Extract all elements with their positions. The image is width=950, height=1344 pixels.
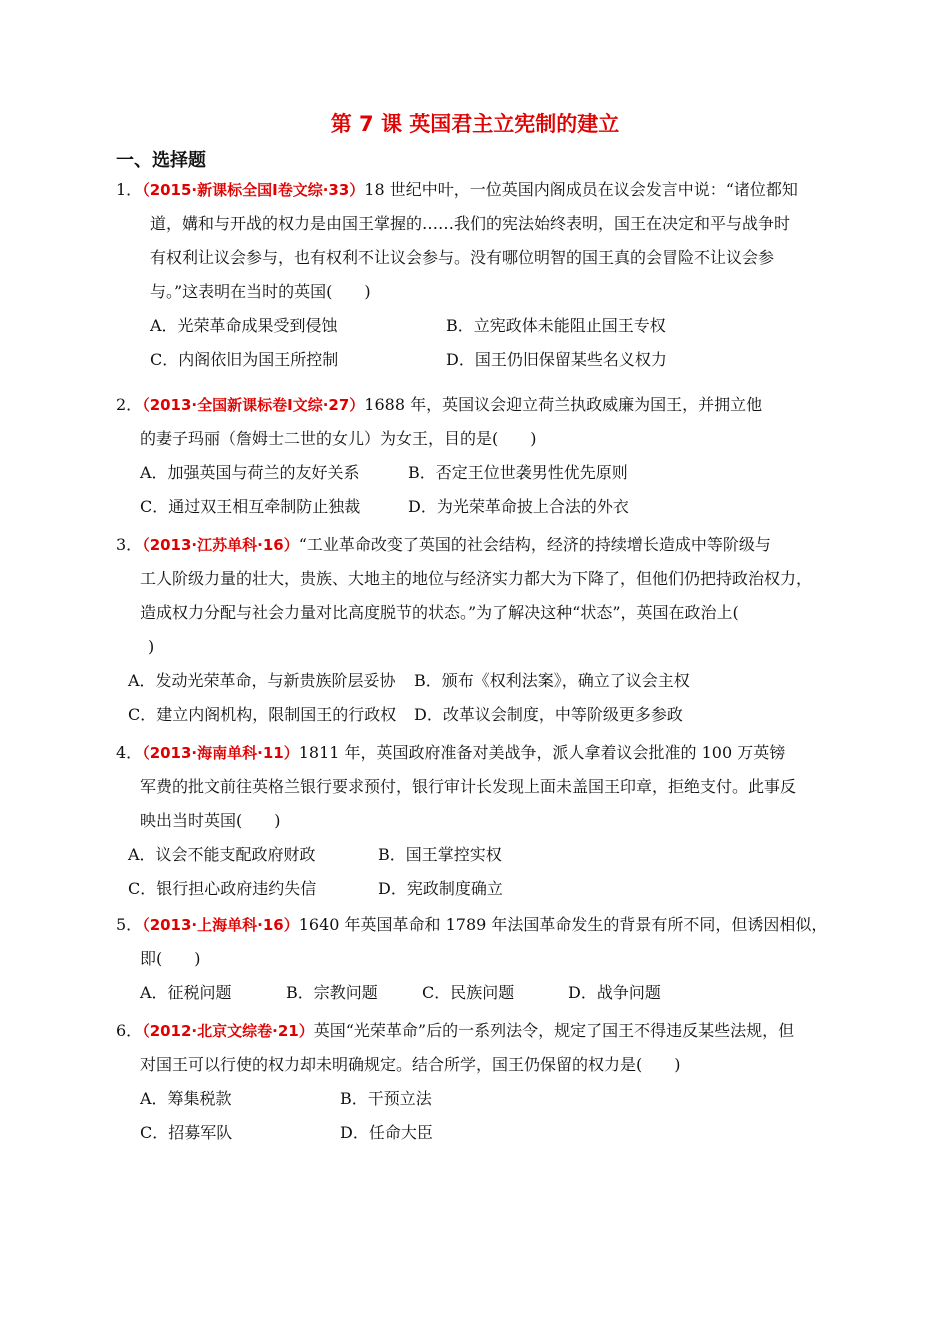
question-text: 与。”这表明在当时的英国( ) bbox=[150, 282, 371, 301]
option-d[interactable]: D．战争问题 bbox=[568, 983, 661, 1002]
question-number: 6． bbox=[116, 1021, 143, 1040]
option-c[interactable]: C．内阁依旧为国王所控制 bbox=[150, 350, 339, 369]
option-c[interactable]: C．建立内阁机构，限制国王的行政权 bbox=[128, 705, 397, 724]
question-text: 有权利让议会参与，也有权利不让议会参与。没有哪位明智的国王真的会冒险不让议会参 bbox=[150, 248, 775, 267]
option-b[interactable]: B．宗教问题 bbox=[286, 983, 378, 1002]
option-d[interactable]: D．宪政制度确立 bbox=[378, 879, 503, 898]
question-source: （2013·全国新课标卷Ⅰ文综·27） bbox=[142, 396, 365, 414]
question-text: 1640 年英国革命和 1789 年法国革命发生的背景有所不同，但诱因相似， bbox=[298, 915, 828, 934]
question-source: （2015·新课标全国Ⅰ卷文综·33） bbox=[142, 181, 365, 199]
question-text: “工业革命改变了英国的社会结构，经济的持续增长造成中等阶级与 bbox=[298, 535, 771, 554]
question-6 bbox=[116, 1014, 830, 1150]
option-d[interactable]: D．为光荣革命披上合法的外衣 bbox=[408, 497, 629, 516]
question-text: 军费的批文前往英格兰银行要求预付，银行审计长发现上面未盖国王印章，拒绝支付。此事反 bbox=[140, 777, 797, 796]
option-d[interactable]: D．任命大臣 bbox=[340, 1123, 433, 1142]
question-text: 1688 年，英国议会迎立荷兰执政威廉为国王，并拥立他 bbox=[364, 395, 763, 414]
section-heading: 一、选择题 bbox=[116, 150, 206, 171]
option-a[interactable]: A．发动光荣革命，与新贵族阶层妥协 bbox=[128, 671, 396, 690]
question-source: （2013·江苏单科·16） bbox=[142, 536, 299, 554]
question-text: 的妻子玛丽（詹姆士二世的女儿）为女王，目的是( ) bbox=[140, 429, 537, 448]
option-b[interactable]: B．立宪政体未能阻止国王专权 bbox=[446, 316, 666, 335]
question-text: 对国王可以行使的权力却未明确规定。结合所学，国王仍保留的权力是( ) bbox=[140, 1055, 681, 1074]
question-number: 1． bbox=[116, 180, 143, 199]
option-d[interactable]: D．国王仍旧保留某些名义权力 bbox=[446, 350, 667, 369]
option-c[interactable]: C．招募军队 bbox=[140, 1123, 233, 1142]
option-c[interactable]: C．民族问题 bbox=[422, 983, 515, 1002]
question-source: （2012·北京文综卷·21） bbox=[142, 1022, 314, 1040]
question-source: （2013·上海单科·16） bbox=[142, 916, 299, 934]
question-text: 1811 年，英国政府准备对美战争，派人拿着议会批准的 100 万英镑 bbox=[298, 743, 786, 762]
option-c[interactable]: C．通过双王相互牵制防止独裁 bbox=[140, 497, 361, 516]
question-number: 5． bbox=[116, 915, 143, 934]
question-text: 英国“光荣革命”后的一系列法令，规定了国王不得违反某些法规，但 bbox=[313, 1021, 795, 1040]
question-1 bbox=[116, 173, 830, 377]
option-b[interactable]: B．国王掌控实权 bbox=[378, 845, 502, 864]
question-text: 18 世纪中叶，一位英国内阁成员在议会发言中说：“诸位都知 bbox=[364, 180, 798, 199]
option-d[interactable]: D．改革议会制度，中等阶级更多参政 bbox=[414, 705, 683, 724]
question-text: 道，媾和与开战的权力是由国王掌握的……我们的宪法始终表明，国王在决定和平与战争时 bbox=[150, 214, 791, 233]
question-2 bbox=[116, 388, 830, 524]
option-a[interactable]: A．加强英国与荷兰的友好关系 bbox=[140, 463, 360, 482]
question-source: （2013·海南单科·11） bbox=[142, 744, 299, 762]
question-number: 3． bbox=[116, 535, 143, 554]
option-a[interactable]: A．征税问题 bbox=[140, 983, 232, 1002]
option-b[interactable]: B．干预立法 bbox=[340, 1089, 432, 1108]
question-4 bbox=[116, 736, 830, 906]
option-a[interactable]: A．议会不能支配政府财政 bbox=[128, 845, 316, 864]
question-text: 即( ) bbox=[140, 949, 201, 968]
option-b[interactable]: B．颁布《权利法案》，确立了议会主权 bbox=[414, 671, 690, 690]
option-b[interactable]: B．否定王位世袭男性优先原则 bbox=[408, 463, 628, 482]
question-3 bbox=[116, 528, 830, 732]
option-c[interactable]: C．银行担心政府违约失信 bbox=[128, 879, 317, 898]
option-a[interactable]: A．筹集税款 bbox=[140, 1089, 232, 1108]
question-number: 4． bbox=[116, 743, 143, 762]
question-text: ) bbox=[148, 637, 155, 656]
question-text: 造成权力分配与社会力量对比高度脱节的状态。”为了解决这种“状态”，英国在政治上( bbox=[140, 603, 739, 622]
question-text: 工人阶级力量的壮大，贵族、大地主的地位与经济实力都大为下降了，但他们仍把持政治权力， bbox=[140, 569, 813, 588]
question-number: 2． bbox=[116, 395, 143, 414]
page-title: 第 7 课 英国君主立宪制的建立 bbox=[330, 112, 620, 136]
question-5 bbox=[116, 908, 830, 1010]
question-text: 映出当时英国( ) bbox=[140, 811, 281, 830]
option-a[interactable]: A．光荣革命成果受到侵蚀 bbox=[150, 316, 338, 335]
